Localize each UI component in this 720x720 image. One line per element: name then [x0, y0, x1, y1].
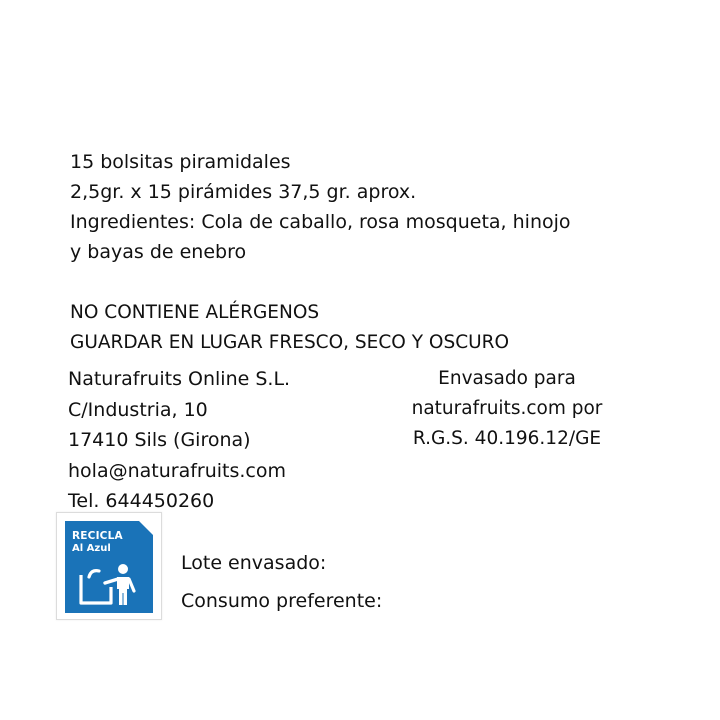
batch-info — [181, 548, 382, 624]
recycle-logo-subtitle: Al Azul — [72, 543, 111, 554]
packager-info — [392, 364, 622, 454]
company-city: 17410 Sils (Girona) — [68, 429, 251, 451]
warnings-block — [70, 298, 509, 358]
ingredients-text-continued: y bayas de enebro — [70, 241, 247, 263]
product-description — [70, 147, 571, 267]
best-before-label: Consumo preferente: — [181, 590, 383, 612]
company-street: C/Industria, 10 — [68, 398, 208, 421]
packager-line-2: naturafruits.com por — [411, 398, 603, 419]
recycle-logo-corner — [138, 520, 154, 536]
weight-text: 2,5gr. x 15 pirámides 37,5 gr. aprox. — [70, 181, 417, 203]
recycle-logo-panel — [65, 521, 153, 613]
packager-line-1: Envasado para — [438, 368, 576, 389]
storage-warning: GUARDAR EN LUGAR FRESCO, SECO Y OSCURO — [70, 332, 510, 353]
company-phone: Tel. 644450260 — [68, 490, 215, 512]
pack-count-text: 15 bolsitas piramidales — [70, 151, 291, 173]
company-email: hola@naturafruits.com — [68, 459, 287, 482]
company-address — [68, 364, 290, 517]
batch-label: Lote envasado: — [181, 552, 327, 574]
recycle-logo — [56, 512, 162, 620]
recycle-bin-person-icon — [77, 563, 141, 607]
allergen-warning: NO CONTIENE ALÉRGENOS — [70, 302, 320, 323]
packager-registry: R.G.S. 40.196.12/GE — [412, 428, 602, 449]
company-name: Naturafruits Online S.L. — [68, 368, 291, 390]
recycle-logo-title: RECICLA — [72, 530, 123, 542]
ingredients-text: Ingredientes: Cola de caballo, rosa mosqueta, hinojo — [70, 211, 571, 233]
